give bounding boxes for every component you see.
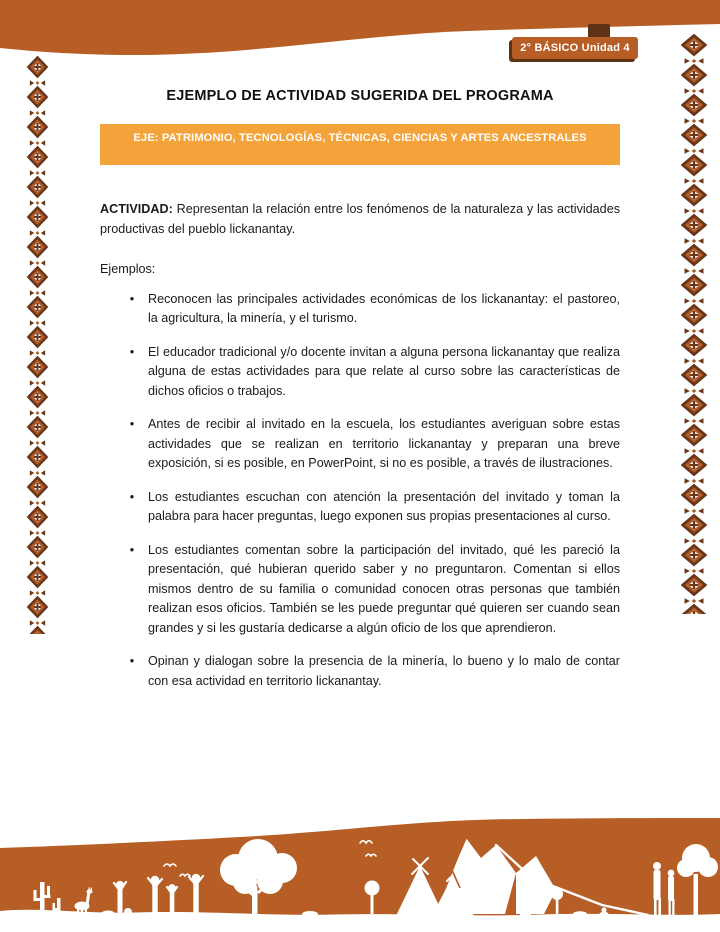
bullet-item xyxy=(100,488,620,527)
activity-label: ACTIVIDAD: xyxy=(100,202,173,216)
eje-banner: EJE: PATRIMONIO, TECNOLOGÍAS, TÉCNICAS, CIENCIAS Y ARTES ANCESTRALES xyxy=(100,124,620,165)
footer-illustration xyxy=(0,818,720,932)
bullet-icon: • xyxy=(129,417,135,431)
page-title: EJEMPLO DE ACTIVIDAD SUGERIDA DEL PROGRAMA xyxy=(166,88,554,104)
activity-text: Representan la relación entre los fenómenos de la naturaleza y las actividades productivas del pueblo lickanantay. xyxy=(100,202,620,236)
bullet-item xyxy=(100,652,620,691)
body-content xyxy=(100,200,620,691)
andean-pattern-border-right xyxy=(681,34,707,614)
bullet-item xyxy=(100,290,620,329)
bullet-text: Opinan y dialogan sobre la presencia de la minería, lo bueno y lo malo de contar con esa actividad en territorio lickanantay. xyxy=(148,654,620,688)
andean-pattern-border-left xyxy=(27,56,48,634)
bullet-item xyxy=(100,343,620,402)
bullet-text: Antes de recibir al invitado en la escuela, los estudiantes averiguan sobre estas actividades que se realizan en territorio lickanantay y preparan una breve exposición, si es posible, en PowerPoint, si no es posible, a través de ilustraciones. xyxy=(148,417,620,470)
activity-paragraph xyxy=(100,200,620,239)
bullet-text: Los estudiantes comentan sobre la participación del invitado, qué les pareció la presentación, qué hubieran querido saber y no preguntaron. Comentan si ellos mismos dentro de su familia o comunidad conocen otras personas que también realizan esos oficios. También se les puede preguntar qué quieren ser cuando sean grandes y si les gustaría dedicarse a algún oficio de los que aprendieron. xyxy=(148,542,620,635)
bullet-icon: • xyxy=(129,654,135,668)
examples-bullet-list xyxy=(100,290,620,692)
bullet-icon: • xyxy=(129,489,135,504)
bullet-text: El educador tradicional y/o docente invitan a alguna persona lickanantay que realiza alguna de estas actividades para que relate al curso sobre las características de dichos oficios o trabajos. xyxy=(148,344,620,398)
bullet-icon: • xyxy=(129,344,135,359)
bullet-text: Los estudiantes escuchan con atención la presentación del invitado y toman la palabra para hacer preguntas, luego exponen sus propias presentaciones al curso. xyxy=(148,489,620,523)
bullet-icon: • xyxy=(129,542,135,557)
unit-badge: 2° BÁSICO Unidad 4 xyxy=(512,37,638,59)
bullet-item xyxy=(100,415,620,474)
bullet-text: Reconocen las principales actividades económicas de los lickanantay: el pastoreo, la agricultura, la minería, y el turismo. xyxy=(148,291,620,325)
bullet-item xyxy=(100,541,620,639)
bullet-icon: • xyxy=(129,291,135,306)
examples-label: Ejemplos: xyxy=(100,262,156,276)
